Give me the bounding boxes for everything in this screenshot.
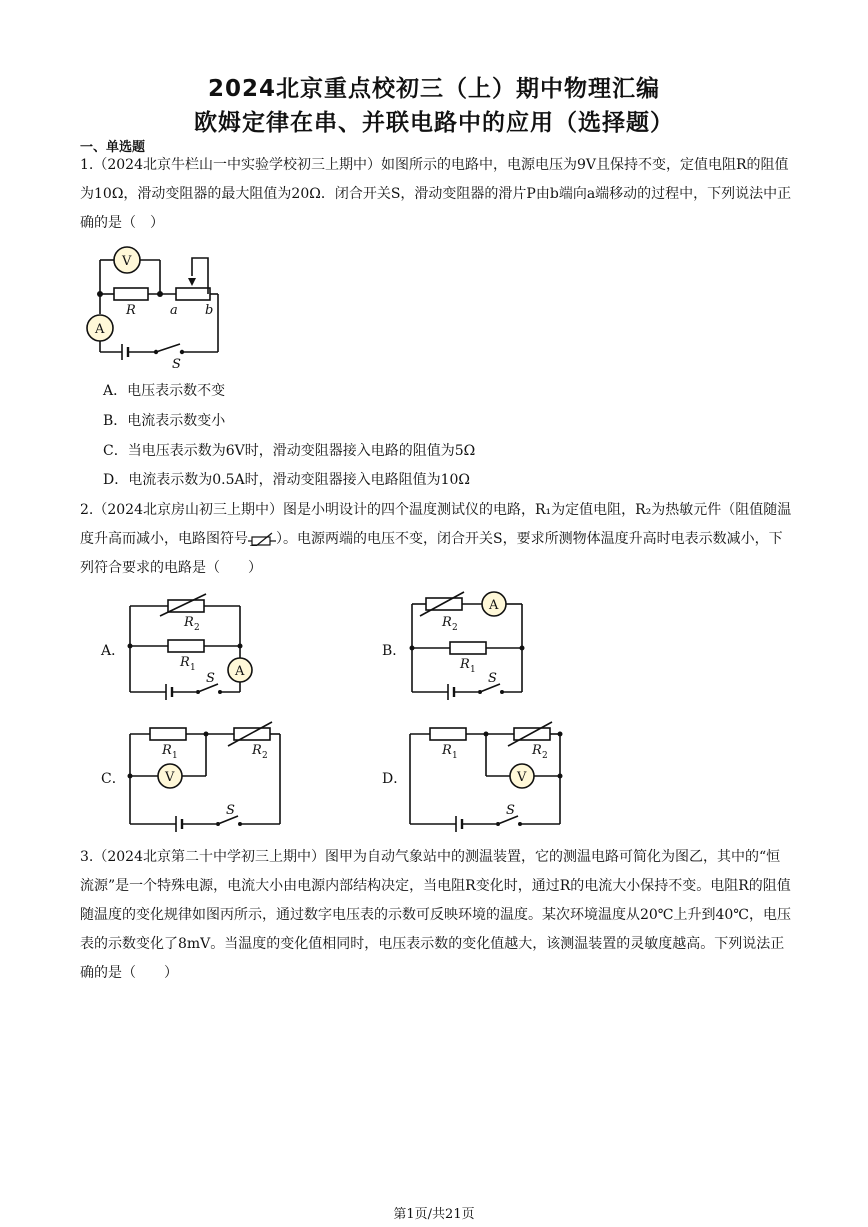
svg-text:R: R	[532, 743, 542, 758]
question-1-option-d: D．电流表示数为0.5A时，滑动变阻器接入电路阻值为10Ω	[103, 472, 471, 488]
svg-text:S: S	[488, 671, 497, 686]
svg-text:S: S	[206, 671, 215, 686]
question-2-circuit-d	[404, 722, 566, 832]
svg-text:2: 2	[452, 623, 458, 633]
svg-text:R: R	[442, 615, 452, 630]
thermistor-icon	[234, 728, 270, 740]
thermistor-icon	[426, 598, 462, 610]
question-3-text: 3.（2024北京第二十中学初三上期中）图甲为自动气象站中的测温装置，它的测温电路可简化为图乙，其中的“恒流源”是一个特殊电源，电流大小由电源内部结构决定，当电阻R变化时，通过R的电流大小保持不变。电阻R的阻值随温度的变化规律如图丙所示，通过数字电压表的示数可反映环境的温度。某次环境温度从20℃上升到40℃，电压表的示数变化了8mV。当温度的变化值相同时，电压表示数的变化值越大，该测温装置的灵敏度越高。下列说法正确的是（ ）	[80, 849, 791, 981]
rheostat-icon	[176, 288, 210, 300]
svg-text:2: 2	[262, 751, 268, 761]
svg-text:R: R	[126, 303, 136, 318]
resistor-r-icon	[114, 288, 148, 300]
question-1-option-b: B．电流表示数变小	[103, 413, 226, 429]
question-2-option-d-label: D．	[382, 771, 408, 787]
svg-text:b: b	[205, 303, 214, 318]
svg-text:A: A	[235, 664, 245, 679]
svg-text:A: A	[95, 322, 105, 337]
svg-text:V: V	[165, 770, 175, 785]
svg-text:S: S	[172, 357, 181, 372]
question-2-option-c-label: C．	[101, 771, 126, 787]
question-2-circuit-c	[124, 722, 286, 832]
svg-text:a: a	[170, 303, 178, 318]
svg-text:A: A	[489, 598, 499, 613]
svg-text:S: S	[506, 803, 515, 818]
svg-text:R: R	[252, 743, 262, 758]
svg-text:S: S	[226, 803, 235, 818]
title-line-2: 欧姆定律在串、并联电路中的应用（选择题）	[194, 110, 674, 136]
question-2-option-a-label: A．	[101, 643, 126, 659]
page-footer: 第1页/共21页	[393, 1207, 475, 1222]
svg-text:1: 1	[470, 665, 476, 675]
svg-text:2: 2	[194, 623, 200, 633]
svg-text:2: 2	[542, 751, 548, 761]
resistor-icon	[430, 728, 466, 740]
svg-text:R: R	[180, 655, 190, 670]
svg-text:R: R	[184, 615, 194, 630]
question-2-option-b-label: B．	[382, 643, 407, 659]
question-1-option-a: A．电压表示数不变	[103, 383, 226, 399]
question-2-text: 2.（2024北京房山初三上期中）图是小明设计的四个温度测试仪的电路，R₁为定值电阻，R₂为热敏元件（阻值随温度升高而减小，电路图符号 ）。电源两端的电压不变，闭合开关S，要求所测物体温度升高时电表示数减小，下列符合要求的电路是（ ）	[80, 502, 792, 576]
svg-text:1: 1	[172, 751, 178, 761]
svg-text:V: V	[122, 254, 132, 269]
svg-text:R: R	[460, 657, 470, 672]
svg-text:1: 1	[452, 751, 458, 761]
resistor-icon	[450, 642, 486, 654]
svg-text:V: V	[517, 770, 527, 785]
svg-text:R: R	[442, 743, 452, 758]
question-2-circuit-a	[124, 594, 260, 704]
svg-text:1: 1	[190, 663, 196, 673]
resistor-icon	[168, 640, 204, 652]
question-2-circuit-b	[406, 590, 536, 700]
thermistor-icon	[514, 728, 550, 740]
switch-icon	[156, 344, 180, 352]
resistor-icon	[150, 728, 186, 740]
question-1-text: 1.（2024北京牛栏山一中实验学校初三上期中）如图所示的电路中，电源电压为9V且保持不变，定值电阻R的阻值为10Ω，滑动变阻器的最大阻值为20Ω．闭合开关S，滑动变阻器的滑片P由b端向a端移动的过程中，下列说法中正确的是（ ）	[80, 157, 792, 231]
section-label: 一、单选题	[80, 140, 146, 155]
thermistor-symbol-icon	[248, 532, 276, 546]
question-1-option-c: C．当电压表示数为6V时，滑动变阻器接入电路的阻值为5Ω	[103, 443, 476, 459]
svg-text:R: R	[162, 743, 172, 758]
title-line-1: 2024北京重点校初三（上）期中物理汇编	[207, 76, 660, 102]
question-1-circuit-diagram	[84, 244, 229, 372]
